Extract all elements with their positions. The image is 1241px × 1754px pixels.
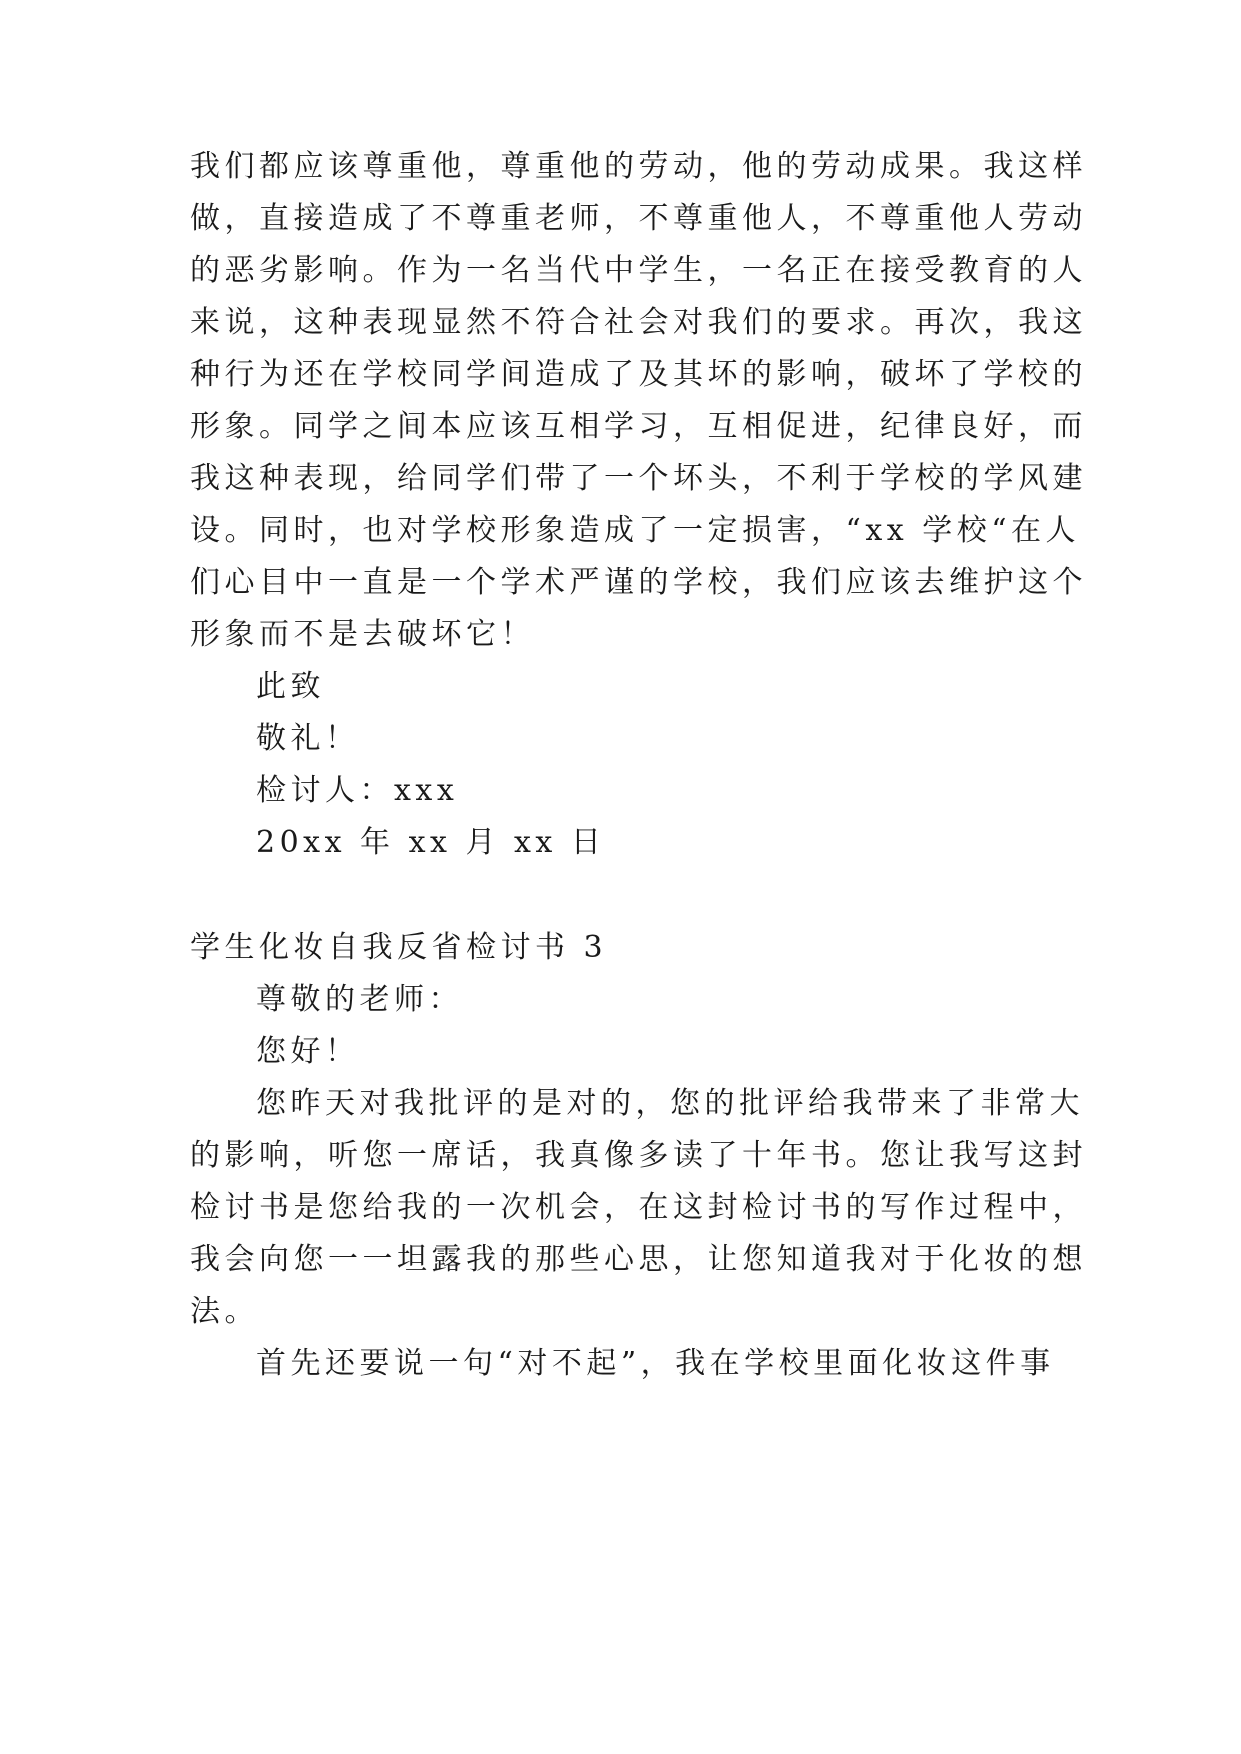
paragraph-line: 我会向您一一坦露我的那些心思，让您知道我对于化妆的想 <box>190 1242 1087 1277</box>
paragraph-line: 法。 <box>190 1294 259 1329</box>
paragraph-line: 形象而不是去破坏它！ <box>190 617 535 652</box>
paragraph-line: 我这种表现，给同学们带了一个坏头，不利于学校的学风建 <box>190 461 1087 496</box>
paragraph-line: 首先还要说一句“对不起”，我在学校里面化妆这件事 <box>256 1346 1055 1381</box>
greeting-line: 尊敬的老师： <box>256 982 463 1017</box>
paragraph-line: 我们都应该尊重他，尊重他的劳动，他的劳动成果。我这样 <box>190 149 1087 184</box>
signer-line: 检讨人：xxx <box>256 773 459 808</box>
paragraph-line: 检讨书是您给我的一次机会，在这封检讨书的写作过程中， <box>190 1190 1087 1225</box>
paragraph-line: 的恶劣影响。作为一名当代中学生，一名正在接受教育的人 <box>190 253 1087 288</box>
paragraph-line: 来说，这种表现显然不符合社会对我们的要求。再次，我这 <box>190 305 1087 340</box>
paragraph-line: 的影响，听您一席话，我真像多读了十年书。您让我写这封 <box>190 1138 1087 1173</box>
paragraph-line: 您昨天对我批评的是对的，您的批评给我带来了非常大 <box>256 1086 1084 1121</box>
closing-phrase: 此致 <box>256 669 325 704</box>
paragraph-line: 们心目中一直是一个学术严谨的学校，我们应该去维护这个 <box>190 565 1087 600</box>
section-title: 学生化妆自我反省检讨书 3 <box>190 930 608 965</box>
salute-phrase: 敬礼！ <box>256 721 360 756</box>
date-line: 20xx 年 xx 月 xx 日 <box>256 825 606 860</box>
paragraph-line: 形象。同学之间本应该互相学习，互相促进，纪律良好，而 <box>190 409 1087 444</box>
paragraph-line: 设。同时，也对学校形象造成了一定损害，“xx 学校“在人 <box>190 513 1081 548</box>
hello-line: 您好！ <box>256 1034 360 1069</box>
paragraph-line: 做，直接造成了不尊重老师，不尊重他人，不尊重他人劳动 <box>190 201 1087 236</box>
paragraph-line: 种行为还在学校同学间造成了及其坏的影响，破坏了学校的 <box>190 357 1087 392</box>
